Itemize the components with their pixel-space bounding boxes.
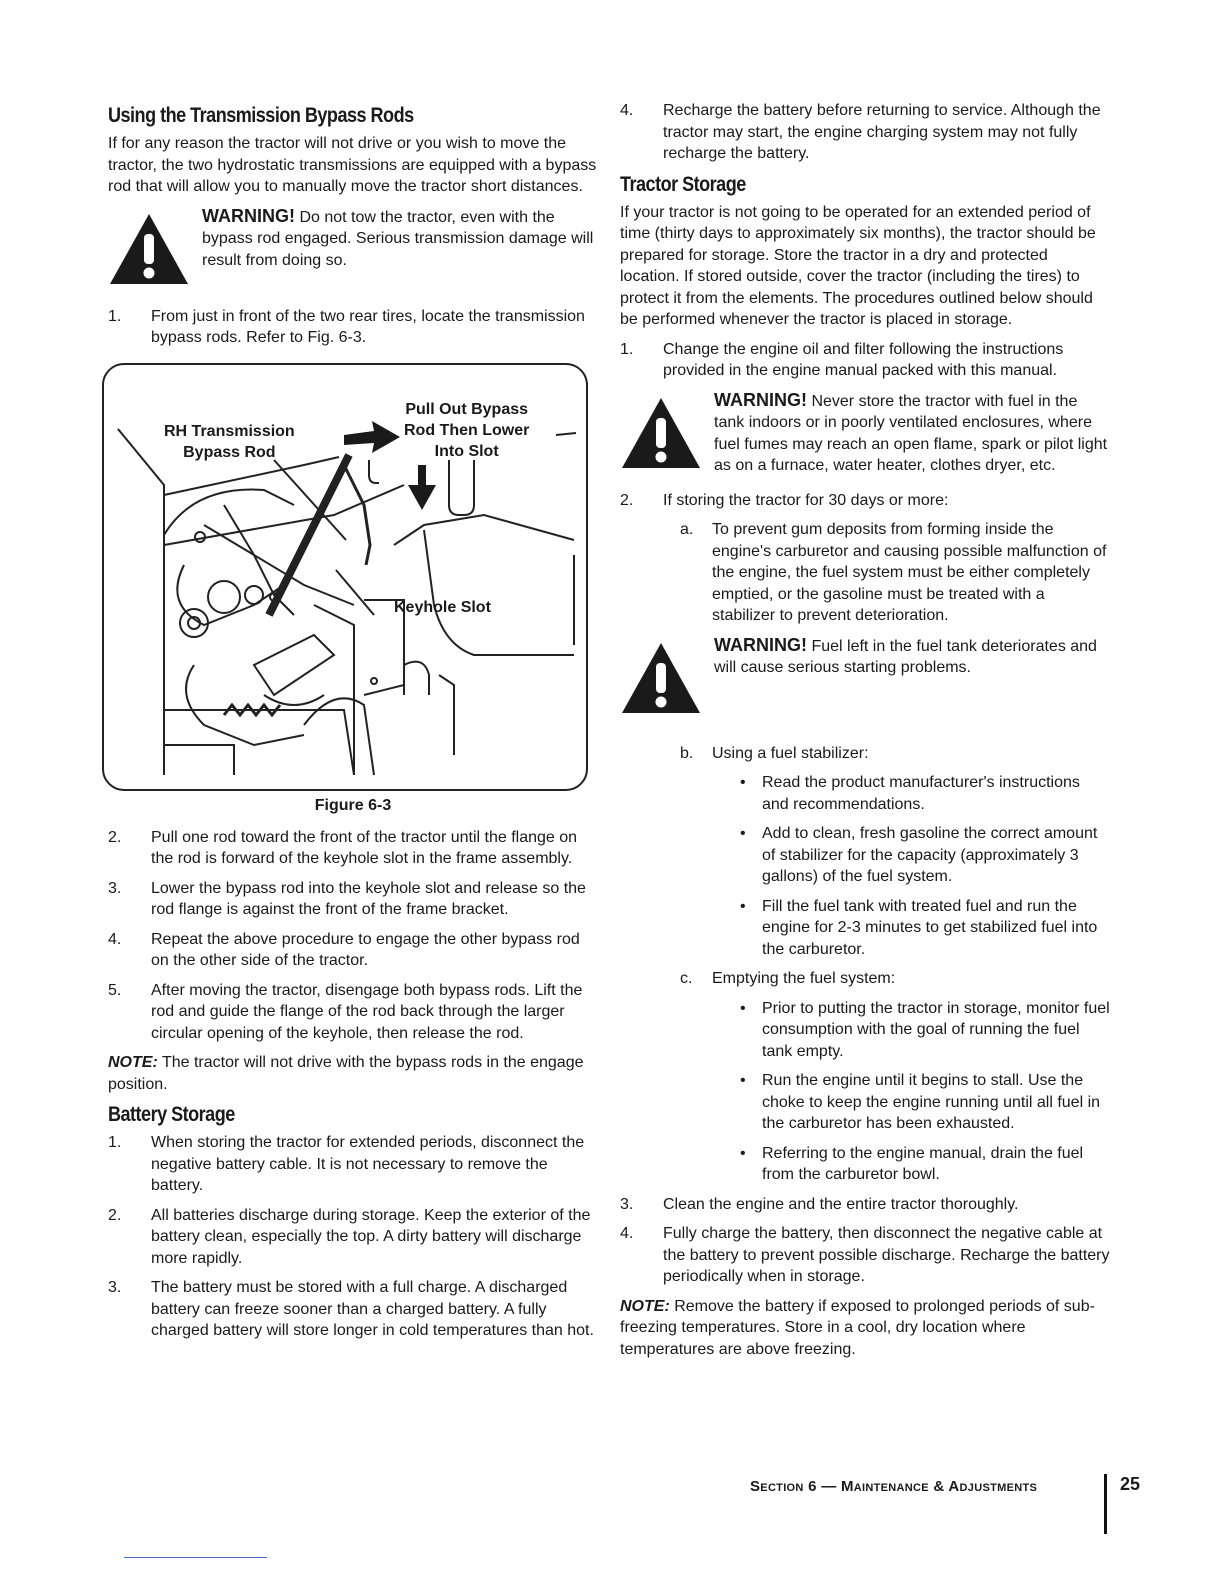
item-number: 3. <box>108 879 122 897</box>
bullet-item <box>620 1070 1110 1135</box>
warning-tow <box>108 206 598 296</box>
figure-caption: Figure 6-3 <box>314 796 392 814</box>
bullet-item <box>620 896 1110 961</box>
item-number: 2. <box>620 491 634 509</box>
list-item <box>620 339 1110 382</box>
sub-item <box>620 968 1110 990</box>
item-text: Fully charge the battery, then disconnect the negative cable at the battery to prevent possible discharge. Recharge the battery periodically when in storage. <box>663 1225 1110 1285</box>
item-text: Pull one rod toward the front of the tractor until the flange on the rod is forward of the keyhole slot in the frame assembly. <box>151 828 578 867</box>
page-number: 25 <box>1120 1474 1141 1494</box>
note-label: NOTE: <box>108 1054 158 1071</box>
label-keyhole-slot: Keyhole Slot <box>394 598 491 616</box>
bullet-text: Run the engine until it begins to stall. Use the choke to keep the engine running until all fuel in the carburetor has been exhausted. <box>762 1072 1101 1132</box>
sub-item-letter: b. <box>680 744 694 762</box>
sub-item-text: Using a fuel stabilizer: <box>712 744 869 762</box>
list-item <box>108 980 598 1045</box>
list-item <box>108 1277 598 1342</box>
item-number: 4. <box>108 930 122 948</box>
warning-text: Do not tow the tractor, even with the bypass rod engaged. Serious transmission damage will result from doing so. <box>202 208 594 269</box>
warning-label: WARNING! <box>202 205 295 226</box>
note-battery <box>620 1296 1110 1361</box>
warning-label: WARNING! <box>714 389 807 410</box>
item-text: After moving the tractor, disengage both bypass rods. Lift the rod and guide the flange of the rod back through the larger circular opening of the keyhole, then release the rod. <box>151 981 583 1042</box>
item-number: 1. <box>108 307 122 325</box>
bottom-rule <box>124 1557 267 1558</box>
note-bypass <box>108 1052 598 1095</box>
sub-item <box>620 743 1110 765</box>
section-footer: Section 6 — Maintenance & Adjustments <box>750 1478 1038 1495</box>
bullet-item <box>620 998 1110 1063</box>
bullet-text: Referring to the engine manual, drain the fuel from the carburetor bowl. <box>762 1144 1084 1183</box>
bullet-dot: • <box>740 1072 746 1089</box>
bullet-text: Read the product manufacturer's instructions and recommendations. <box>762 774 1080 813</box>
warning-label: WARNING! <box>714 634 807 655</box>
footer-divider <box>1104 1474 1107 1534</box>
right-column <box>620 100 1110 1368</box>
item-text: Repeat the above procedure to engage the other bypass rod on the other side of the tractor. <box>151 930 580 969</box>
bullet-item <box>620 823 1110 888</box>
item-number: 1. <box>620 340 634 358</box>
label-pull-out: Pull Out Bypass Rod Then Lower Into Slot <box>404 400 530 460</box>
item-number: 2. <box>108 828 122 846</box>
list-item <box>108 1205 598 1270</box>
bullet-text: Prior to putting the tractor in storage, monitor fuel consumption with the goal of running the fuel tank empty. <box>762 999 1110 1060</box>
warning-triangle-icon <box>620 396 702 470</box>
warning-text: Fuel left in the fuel tank deteriorates and will cause serious starting problems. <box>714 637 1097 676</box>
item-text: Recharge the battery before returning to service. Although the tractor may start, the engine charging system may not fully recharge the battery. <box>663 102 1101 162</box>
list-item <box>620 490 1110 512</box>
sub-item-text: To prevent gum deposits from forming inside the engine's carburetor and causing possible malfunction of the engine, the fuel system must be either completely emptied, or the gasoline must be treated with a stabilizer to prevent deterioration. <box>712 521 1107 624</box>
bypass-heading: Using the Transmission Bypass Rods <box>108 104 414 127</box>
list-item <box>108 878 598 921</box>
sub-item <box>620 519 1110 627</box>
list-item <box>620 100 1110 165</box>
sub-item-text: Emptying the fuel system: <box>712 970 896 987</box>
sub-item-letter: c. <box>680 970 693 987</box>
left-column <box>108 100 598 1350</box>
warning-triangle-icon <box>108 212 190 286</box>
bullet-text: Fill the fuel tank with treated fuel and run the engine for 2-3 minutes to get stabilized fuel into the carburetor. <box>762 897 1098 958</box>
bypass-intro: If for any reason the tractor will not drive or you wish to move the tractor, the two hydrostatic transmissions are equipped with a bypass rod that will allow you to manually move the tractor short distances. <box>108 135 597 195</box>
list-item <box>620 1223 1110 1288</box>
warning-triangle-icon <box>620 641 702 715</box>
tractor-storage-intro: If your tractor is not going to be operated for an extended period of time (thirty days to approximately six months), the tractor should be prepared for storage. Store the tractor in a dry and protected location. If stored outside, cover the tractor (including the tires) to protect it from the elements. The procedures outlined below should be performed whenever the tractor is placed in storage. <box>620 203 1096 328</box>
item-text: The battery must be stored with a full charge. A discharged battery can freeze sooner than a charged battery. A fully charged battery will store longer in cold temperatures than hot. <box>151 1279 594 1339</box>
item-number: 2. <box>108 1206 122 1224</box>
sub-item-letter: a. <box>680 521 694 538</box>
list-item <box>620 1194 1110 1216</box>
bullet-dot: • <box>740 774 746 791</box>
label-rh-transmission: RH Transmission Bypass Rod <box>164 422 295 461</box>
item-text: Change the engine oil and filter following the instructions provided in the engine manual packed with this manual. <box>663 340 1064 379</box>
bullet-item <box>620 1143 1110 1186</box>
item-number: 4. <box>620 1225 634 1242</box>
list-item <box>108 1132 598 1197</box>
item-number: 3. <box>108 1279 122 1296</box>
item-text: Lower the bypass rod into the keyhole slot and release so the rod flange is against the front of the frame bracket. <box>151 879 586 918</box>
bullet-dot: • <box>740 1144 746 1162</box>
item-text: All batteries discharge during storage. Keep the exterior of the battery clean, especially the top. A dirty battery will discharge more rapidly. <box>151 1206 591 1267</box>
bullet-dot: • <box>740 825 746 842</box>
list-item <box>108 929 598 972</box>
item-number: 3. <box>620 1195 634 1213</box>
item-text: From just in front of the two rear tires, locate the transmission bypass rods. Refer to Fig. 6-3. <box>151 307 585 346</box>
bullet-text: Add to clean, fresh gasoline the correct amount of stabilizer for the capacity (approximately 3 gallons) of the fuel system. <box>762 825 1098 885</box>
item-number: 1. <box>108 1134 122 1151</box>
item-number: 5. <box>108 981 122 999</box>
warning-fuel-deteriorates <box>620 635 1110 725</box>
item-text: If storing the tractor for 30 days or more: <box>663 491 949 509</box>
bullet-dot: • <box>740 999 746 1017</box>
bullet-item <box>620 772 1110 815</box>
note-text: The tractor will not drive with the bypass rods in the engage position. <box>108 1054 584 1093</box>
note-label: NOTE: <box>620 1297 670 1315</box>
list-item <box>108 827 598 870</box>
note-text: Remove the battery if exposed to prolonged periods of sub-freezing temperatures. Store in a cool, dry location where temperatures are above freezing. <box>620 1297 1095 1358</box>
bullet-dot: • <box>740 897 746 915</box>
item-number: 4. <box>620 102 634 119</box>
list-item <box>108 306 598 349</box>
tractor-storage-heading: Tractor Storage <box>620 172 746 196</box>
battery-heading: Battery Storage <box>108 1103 235 1126</box>
item-text: Clean the engine and the entire tractor thoroughly. <box>663 1195 1019 1213</box>
warning-text: Never store the tractor with fuel in the tank indoors or in poorly ventilated enclosures, where fuel fumes may reach an open flame, spark or pilot light as on a furnace, water heater, clothes dryer, etc. <box>714 392 1108 474</box>
warning-fuel-indoors <box>620 390 1110 480</box>
item-text: When storing the tractor for extended periods, disconnect the negative battery cable. It is not necessary to remove the battery. <box>151 1134 585 1194</box>
figure-6-3 <box>102 363 588 791</box>
